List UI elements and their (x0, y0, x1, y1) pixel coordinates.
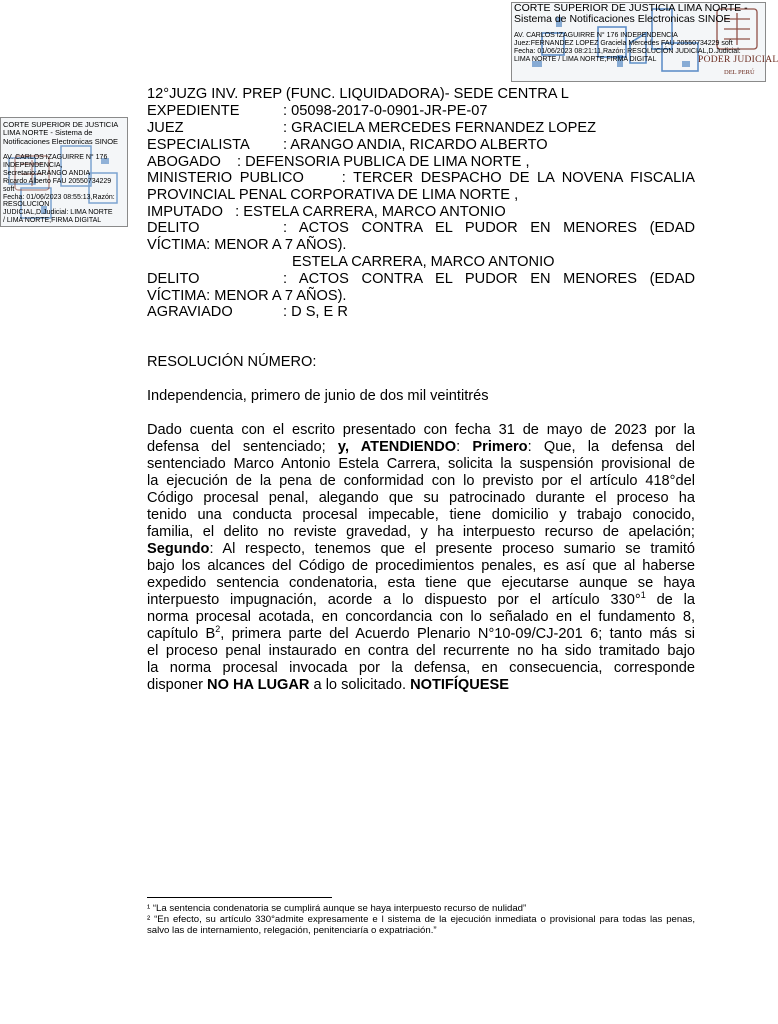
agraviado-value: : D S, E R (283, 304, 348, 320)
stamp-header: CORTE SUPERIOR DE JUSTICIA LIMA NORTE - Sistema de Notificaciones Electronicas SINOE (514, 2, 748, 25)
court-name: 12°JUZG INV. PREP (FUNC. LIQUIDADORA)- SEDE CENTRA L (147, 86, 569, 102)
footnote-ref-1: 1 (640, 590, 646, 601)
footnote-ref-2: 2 (215, 624, 221, 635)
poder-judicial-logo-text: PODER JUDICIAL (698, 55, 778, 65)
decision-no-ha-lugar: NO HA LUGAR (207, 677, 310, 693)
agraviado-label: AGRAVIADO (147, 304, 233, 320)
delito-label: DELITO (147, 220, 200, 236)
expediente-label: EXPEDIENTE (147, 103, 240, 119)
delito-value: : ACTOS CONTRA EL PUDOR EN MENORES (EDAD (283, 271, 695, 287)
footnote-2: ² “En efecto, su artículo 330°admite expresamente e l sistema de la ejecución inmediata o provisional para todas las penas, salvo las de internamiento, relegación, penitenciaría o expatriación.” (147, 914, 695, 936)
delito-row-2 (147, 271, 695, 305)
poder-judicial-logo-subtext: DEL PERÚ (724, 69, 755, 76)
digital-signature-stamp-secretary (0, 117, 128, 227)
especialista-label: ESPECIALISTA (147, 137, 250, 153)
notifiquese: NOTIFÍQUESE (410, 677, 509, 693)
ministerio-publico-row: MINISTERIO PUBLICO : TERCER DESPACHO DE LA NOVENA FISCALIA PROVINCIAL PENAL CORPORATIVA DE LIMA NORTE , (147, 170, 695, 203)
imputado-name-2: ESTELA CARRERA, MARCO ANTONIO (292, 254, 555, 270)
resolution-date: Independencia, primero de junio de dos mil veintitrés (147, 388, 489, 404)
footnote-1: ¹ “La sentencia condenatoria se cumplirá aunque se haya interpuesto recurso de nulidad” (147, 903, 527, 914)
juez-value: : GRACIELA MERCEDES FERNANDEZ LOPEZ (283, 120, 597, 136)
stamp-details: AV. CARLOS IZAGUIRRE N° 176 INDEPENDENCIA Juez:FERNANDEZ LOPEZ Graciela Mercedes FAU 20550734229 soft Fecha: 01/06/2023 08:21:11,Razón: RESOLUCIÓN JUDICIAL,D.Judicial: LIMA NORTE / LIMA NORTE,FIRMA DIGITAL (514, 32, 741, 63)
expediente-value: : 05098-2017-0-0901-JR-PE-07 (283, 103, 488, 119)
juez-label: JUEZ (147, 120, 184, 136)
agraviado-row (147, 304, 348, 321)
imputado-row: IMPUTADO : ESTELA CARRERA, MARCO ANTONIO (147, 204, 506, 220)
delito-value: : ACTOS CONTRA EL PUDOR EN MENORES (EDAD (283, 220, 695, 236)
stamp-header: CORTE SUPERIOR DE JUSTICIA LIMA NORTE - Sistema de Notificaciones Electronicas SINOE (3, 120, 119, 146)
delito-cont: VÍCTIMA: MENOR A 7 AÑOS). (147, 237, 347, 253)
stamp-details: AV. CARLOS IZAGUIRRE N° 176 INDEPENDENCIA, Secretario:ARANGO ANDIA Ricardo Alberto FAU 20550734229 soft Fecha: 01/06/2023 08:55:13,Razón: RESOLUCIÓN JUDICIAL,D.Judicial: LIMA NORTE / LIMA NORTE,FIRMA DIGITAL (3, 154, 115, 225)
resolution-body: Dado cuenta con el escrito presentado con fecha 31 de mayo de 2023 por la defensa del sentenciado; y, ATENDIENDO: Primero: Que, la defensa del sentenciado Marco Antonio Estela Carrera, solicita la suspensión provisional de la ejecución de la pena de conformidad con lo previsto por el artículo 418°del Código procesal penal, alegando que su patrocinado durante el proceso ha tenido una conducta procesal impecable, tiene domicilio y trabajo conocido, familia, el delito no reviste gravedad, y ha interpuesto recurso de apelación; Segundo: Al respecto, tenemos que el presente proceso sumario se tramitó bajo los alcances del Código de procedimientos penales, es así que al haberse expedido sentencia condenatoria, esta tiene que ejecutarse aunque se haya interpuesto impugnación, acorde a lo dispuesto por el artículo 330°$^1$ de la norma procesal acotada, en concordancia con lo señalado en el fundamento 8, capítulo $B^2$, primera parte del Acuerdo Plenario N°10-09/CJ-201 6; tanto más si el proceso penal instaurado en contra del recurrente no ha sido tramitado bajo la norma procesal invocada por la defensa, en consecuencia, corresponde disponer NO HA LUGAR a lo solicitado. NOTIFÍQUESE (147, 422, 696, 693)
especialista-row (147, 137, 548, 154)
abogado-row: ABOGADO : DEFENSORIA PUBLICA DE LIMA NORTE , (147, 154, 530, 170)
delito-row (147, 220, 695, 254)
especialista-value: : ARANGO ANDIA, RICARDO ALBERTO (283, 137, 548, 153)
delito-cont: VÍCTIMA: MENOR A 7 AÑOS). (147, 288, 347, 304)
delito-label: DELITO (147, 271, 200, 287)
expediente-row (147, 103, 488, 120)
resolution-number: RESOLUCIÓN NÚMERO: (147, 354, 317, 370)
footnote-divider (147, 897, 332, 898)
digital-signature-stamp-judge (511, 2, 778, 82)
juez-row (147, 120, 597, 137)
